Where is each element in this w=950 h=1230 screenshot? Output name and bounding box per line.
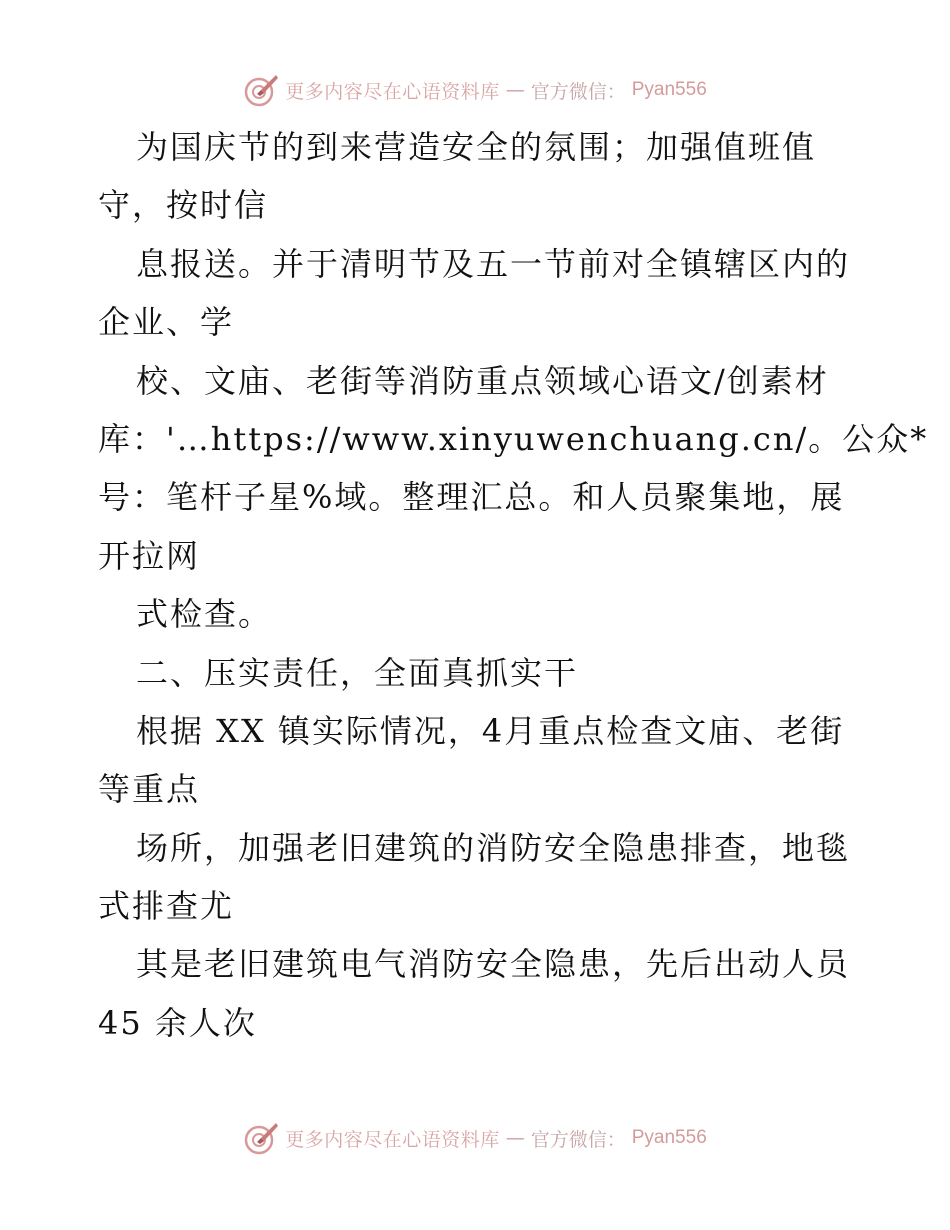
pen-logo-icon (243, 72, 279, 108)
banner-dash: — (505, 79, 525, 101)
section-heading: 二、压实责任，全面真抓实干 (136, 653, 579, 692)
footer-banner (0, 1118, 950, 1158)
header-banner (0, 70, 950, 110)
text-line: 式检查。 (136, 595, 273, 634)
banner-slogan: 更多内容尽在心语资料库 (285, 80, 500, 103)
text-line: 企业、学 (98, 303, 235, 342)
banner-wechat-id: Pyan556 (631, 79, 707, 100)
document-body (98, 118, 929, 1052)
text-line: 45 余人次 (98, 1003, 257, 1042)
text-line: 式排查尤 (98, 887, 235, 926)
text-line: 库：'…https://www.xinyuwenchuang.cn/。公众* (98, 419, 929, 458)
pen-logo-icon (243, 1120, 279, 1156)
text-line: 校、文庙、老街等消防重点领域心语文/创素材 (136, 361, 829, 400)
banner-dash: — (505, 1127, 525, 1149)
banner-wechat-label: 官方微信： (530, 80, 626, 103)
banner-slogan: 更多内容尽在心语资料库 (285, 1128, 500, 1151)
text-line: 根据 XX 镇实际情况，4月重点检查文庙、老街 (136, 711, 845, 750)
text-line: 等重点 (98, 770, 201, 809)
text-line: 场所，加强老旧建筑的消防安全隐患排查，地毯 (136, 828, 851, 867)
text-line: 号：笔杆子星%域。整理汇总。和人员聚集地，展 (98, 478, 845, 517)
text-line: 为国庆节的到来营造安全的氛围；加强值班值 (136, 128, 817, 166)
banner-wechat-id: Pyan556 (631, 1127, 707, 1148)
text-line: 守，按时信 (98, 186, 269, 225)
banner-wechat-label: 官方微信： (530, 1128, 626, 1151)
text-line: 其是老旧建筑电气消防安全隐患，先后出动人员 (136, 945, 851, 984)
text-line: 息报送。并于清明节及五一节前对全镇辖区内的 (136, 244, 851, 283)
text-line: 开拉网 (98, 536, 201, 575)
